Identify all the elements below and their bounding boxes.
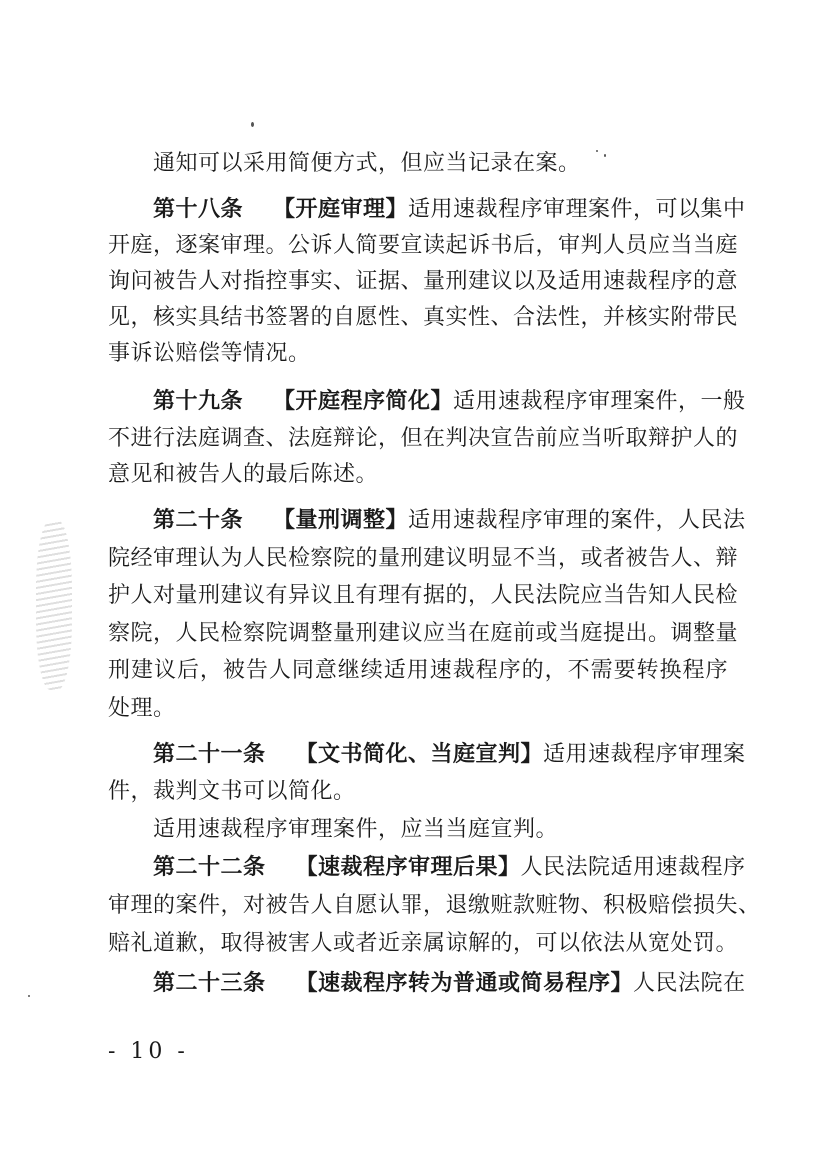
text-line: 赔礼道歉，取得被害人或者近亲属谅解的，可以依法从宽处罚。 bbox=[108, 931, 739, 956]
text-line: 事诉讼赔偿等情况。 bbox=[108, 341, 311, 366]
article-number: 第二十二条 bbox=[153, 855, 266, 880]
article-line: 第十八条 【开庭审理】适用速裁程序审理案件，可以集中 bbox=[153, 197, 746, 222]
article-line: 第十九条 【开庭程序简化】适用速裁程序审理案件，一般 bbox=[153, 389, 746, 414]
page-number: - 10 - bbox=[108, 1039, 189, 1064]
article-heading: 【开庭审理】 bbox=[273, 197, 409, 222]
article-number: 第十九条 bbox=[153, 389, 244, 414]
scan-smudge bbox=[36, 520, 72, 690]
text-line: 开庭，逐案审理。公诉人简要宣读起诉书后，审判人员应当当庭 bbox=[108, 233, 739, 258]
text-line: 院经审理认为人民检察院的量刑建议明显不当，或者被告人、辩 bbox=[108, 546, 739, 571]
article-heading: 【速裁程序转为普通或简易程序】 bbox=[295, 971, 634, 996]
text-line: 刑建议后，被告人同意继续适用速裁程序的，不需要转换程序 bbox=[108, 658, 728, 683]
article-line: 第二十二条 【速裁程序审理后果】人民法院适用速裁程序 bbox=[153, 855, 746, 880]
article-number: 第十八条 bbox=[153, 197, 244, 222]
text-line: 察院，人民检察院调整量刑建议应当在庭前或当庭提出。调整量 bbox=[108, 621, 739, 646]
scan-speck bbox=[28, 995, 30, 997]
text-line: 询问被告人对指控事实、证据、量刑建议以及适用速裁程序的意 bbox=[108, 269, 739, 294]
article-number: 第二十三条 bbox=[153, 971, 266, 996]
text-line: 件，裁判文书可以简化。 bbox=[108, 779, 356, 804]
article-heading: 【文书简化、当庭宣判】 bbox=[295, 742, 544, 767]
text-line: 处理。 bbox=[108, 696, 176, 721]
text-line: 通知可以采用简便方式，但应当记录在案。 bbox=[153, 151, 581, 176]
text-line: 不进行法庭调查、法庭辩论，但在判决宣告前应当听取辩护人的 bbox=[108, 426, 739, 451]
article-line: 第二十一条 【文书简化、当庭宣判】适用速裁程序审理案 bbox=[153, 742, 746, 767]
text-line: 护人对量刑建议有异议且有理有据的，人民法院应当告知人民检 bbox=[108, 583, 739, 608]
text-line: 审理的案件，对被告人自愿认罪，退缴赃款赃物、积极赔偿损失、 bbox=[108, 893, 761, 918]
article-heading: 【速裁程序审理后果】 bbox=[295, 855, 521, 880]
article-line: 第二十条 【量刑调整】适用速裁程序审理的案件，人民法 bbox=[153, 508, 746, 533]
scan-speck bbox=[251, 122, 254, 127]
article-heading: 【量刑调整】 bbox=[273, 508, 409, 533]
article-line: 第二十三条 【速裁程序转为普通或简易程序】人民法院在 bbox=[153, 971, 746, 996]
text-line: 意见和被告人的最后陈述。 bbox=[108, 462, 379, 487]
article-heading: 【开庭程序简化】 bbox=[273, 389, 454, 414]
text-line: 适用速裁程序审理案件，应当当庭宣判。 bbox=[153, 817, 559, 842]
article-number: 第二十条 bbox=[153, 508, 244, 533]
article-number: 第二十一条 bbox=[153, 742, 266, 767]
text-line: 见，核实具结书签署的自愿性、真实性、合法性，并核实附带民 bbox=[108, 305, 739, 330]
